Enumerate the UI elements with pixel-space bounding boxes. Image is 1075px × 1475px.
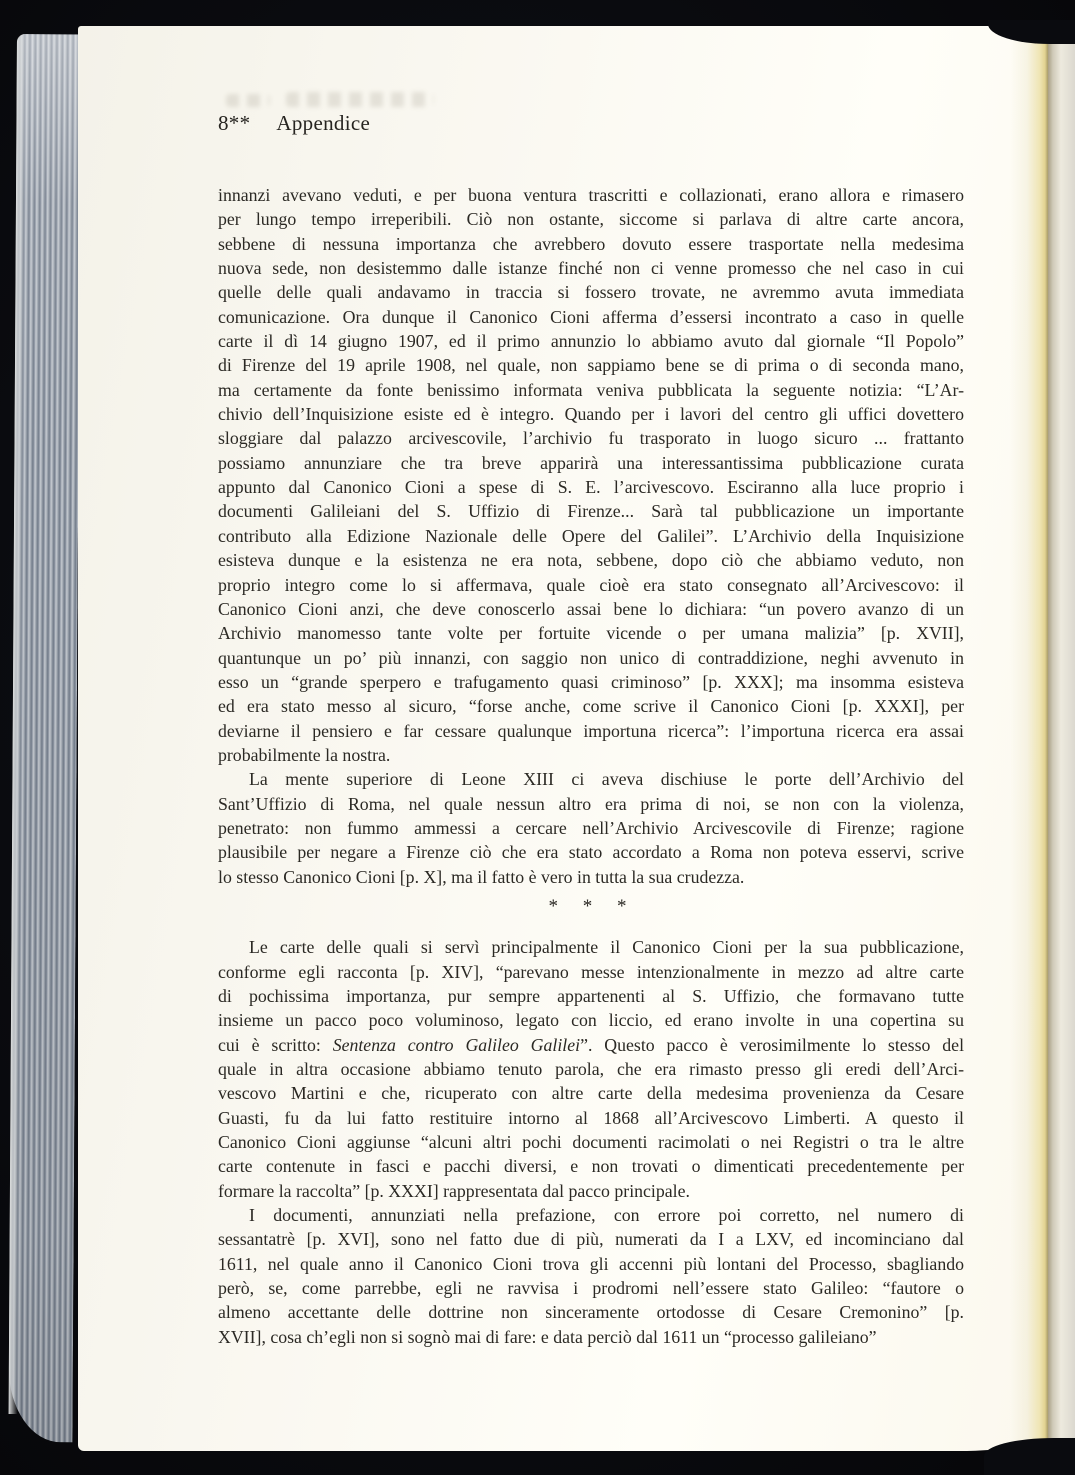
- text-line: almeno accettante delle dottrine non sinceramente ortodosse di Cesare Cremonino” [p.: [218, 1302, 964, 1323]
- text-line: chivio dell’Inquisizione esiste ed è integro. Quando per i lavori del centro gli uffici dovettero: [218, 404, 964, 425]
- body-text: [218, 183, 964, 1349]
- text-line: 1611, nel quale anno il Canonico Cioni trova gli accenni più lontani del Processo, sbagliando: [218, 1253, 964, 1274]
- text-line: quelle delle quali andavamo in traccia si fossero trovate, ne avremmo avuta immediata: [218, 282, 964, 303]
- text-line: esso un “grande sperpero e trafugamento quasi criminoso” [p. XXX]; ma insomma esisteva: [218, 671, 964, 692]
- text-line: plausibile per negare a Firenze ciò che era stato accordato a Roma non poteva esservi, scrive: [218, 842, 964, 863]
- text-line: I documenti, annunziati nella prefazione, con errore poi corretto, nel numero di: [249, 1205, 964, 1226]
- text-line: sloggiare dal palazzo arcivescovile, l’archivio fu trasporato in luogo sicuro ... frattanto: [218, 428, 964, 449]
- text-line: contributo alla Edizione Nazionale delle Opere del Galilei”. L’Archivio della Inquisizione: [218, 525, 964, 546]
- text-line: Guasti, fu da lui fatto restituire intorno al 1868 all’Arcivescovo Limberti. A questo il: [218, 1107, 964, 1128]
- text-line: carte il dì 14 giugno 1907, ed il primo annunzio lo abbiamo avuto dal giornale “Il Popolo”: [218, 331, 964, 352]
- text-line: conforme egli racconta [p. XIV], “parevano messe intenzionalmente in mezzo ad altre carte: [218, 961, 964, 982]
- text-line: Canonico Cioni anzi, che deve conoscerlo assai bene lo dichiara: “un povero avanzo di un: [218, 598, 964, 619]
- text-line: penetrato: non fummo ammessi a cercare nell’Archivio Arcivescovile di Firenze; ragione: [218, 817, 964, 838]
- paragraph: [218, 183, 964, 767]
- paragraph: [218, 767, 964, 889]
- asterisk-separator: * * *: [548, 895, 634, 917]
- text-line: appunto dal Canonico Cioni a spese di S. E. l’arcivescovo. Esciranno alla luce proprio i: [218, 477, 964, 498]
- text-line: deviarne il pensiero e far cessare qualunque importuna ricerca”: l’importuna ricerca era assai: [218, 720, 964, 741]
- text-line: carte contenute in fasci e pacchi diversi, e non trovati o dimenticati precedentemente per: [218, 1156, 964, 1177]
- text-line: insieme un pacco poco voluminoso, legato con liccio, ed erano involte in una copertina su: [218, 1010, 964, 1031]
- text-segment: ”. Questo pacco è verosimilmente lo stesso del: [580, 1034, 965, 1055]
- text-line: nuova sede, non desistemmo dalle istanze finché non ci venne promesso che nel caso in cui: [218, 258, 964, 279]
- text-line: quale in altra occasione abbiamo tenuto parola, che era rimasto presso gli eredi dell’Arci-: [218, 1059, 964, 1080]
- text-line: documenti Galileiani del S. Uffizio di Firenze... Sarà tal pubblicazione un importante: [218, 501, 964, 522]
- ink-bleed-through: [226, 94, 270, 107]
- facing-page-edge: [1048, 33, 1075, 1441]
- text-line: ed era stato messo al sicuro, “forse anche, come scrive il Canonico Cioni [p. XXXI], per: [218, 696, 964, 717]
- text-line: possiamo annunziare che tra breve apparirà una interessantissima pubblicazione curata: [218, 452, 964, 473]
- paragraphs-top: [218, 183, 964, 889]
- text-line: quantunque un po’ più innanzi, con saggio non unico di contraddizione, neghi avvenuto in: [218, 647, 964, 668]
- page-number: 8**: [218, 111, 251, 135]
- text-line: però, se, come parrebbe, egli ne ravvisa i prodromi nell’essere stato Galileo: “fautore o: [218, 1278, 964, 1299]
- text-line: sessantatrè [p. XVI], sono nel fatto due di più, numerati da I a LXV, ed incominciano dal: [218, 1229, 964, 1250]
- text-line: probabilmente la nostra.: [218, 744, 391, 765]
- running-title: Appendice: [276, 111, 371, 135]
- text-line: Le carte delle quali si servì principalmente il Canonico Cioni per la sua pubblicazione,: [249, 937, 964, 958]
- text-line: formare la raccolta” [p. XXXI] rappresentata dal pacco principale.: [218, 1180, 690, 1201]
- text-line: di pochissima importanza, pur sempre appartenenti al S. Uffizio, che formavano tutte: [218, 986, 964, 1006]
- paragraph: [218, 935, 964, 1203]
- text-line: La mente superiore di Leone XIII ci aveva dischiuse le porte dell’Archivio del: [249, 769, 964, 790]
- text-line: innanzi avevano veduti, e per buona ventura trascritti e collazionati, erano allora e rimasero: [218, 185, 964, 205]
- italic-book-title: Sentenza contro Galileo Galilei: [332, 1034, 581, 1055]
- text-segment: cui è scritto:: [218, 1034, 333, 1055]
- text-line: Canonico Cioni aggiunse “alcuni altri pochi documenti racimolati o nei Registri o tra le altre: [218, 1132, 964, 1153]
- paragraphs-bottom: [218, 935, 964, 1349]
- text-line: di Firenze del 19 aprile 1908, nel quale, non sappiamo bene se di prima o di seconda mano,: [218, 355, 964, 376]
- ink-bleed-through: [286, 92, 434, 107]
- text-line: lo stesso Canonico Cioni [p. X], ma il fatto è vero in tutta la sua crudezza.: [218, 866, 745, 887]
- text-line: ma certamente da fonte benissimo informata veniva pubblicata la seguente notizia: “L’Ar-: [218, 379, 964, 400]
- text-line: XVII], cosa ch’egli non si sognò mai di fare: e data perciò dal 1611 un “processo galileiano”: [218, 1326, 877, 1347]
- text-line: proprio integro come lo si affermava, quale cioè era stato consegnato all’Arcivescovo: il: [218, 574, 964, 595]
- paragraph: [218, 1203, 964, 1349]
- text-line: Archivio manomesso tante volte per fortuite vicende o per umana malizia” [p. XVII],: [218, 623, 964, 644]
- text-line: sebbene di nessuna importanza che avrebbero dovuto essere trasportate nella medesima: [218, 233, 964, 254]
- text-line: per lungo tempo irreperibili. Ciò non ostante, siccome si parlava di altre carte ancora,: [218, 209, 964, 230]
- text-line: comunicazione. Ora dunque il Canonico Cioni afferma d’essersi incontrato a caso in quelle: [218, 306, 964, 327]
- text-line: esisteva dunque e la esistenza ne era nota, sebbene, dopo ciò che abbiamo veduto, non: [218, 550, 964, 571]
- page-header: [218, 111, 964, 136]
- text-line: Sant’Uffizio di Roma, nel quale nessun altro era prima di noi, se non con la violenza,: [218, 793, 964, 814]
- text-line: vescovo Martini e che, ricuperato con altre carte della medesima provenienza da Cesare: [218, 1083, 964, 1104]
- text-line: [218, 1033, 964, 1057]
